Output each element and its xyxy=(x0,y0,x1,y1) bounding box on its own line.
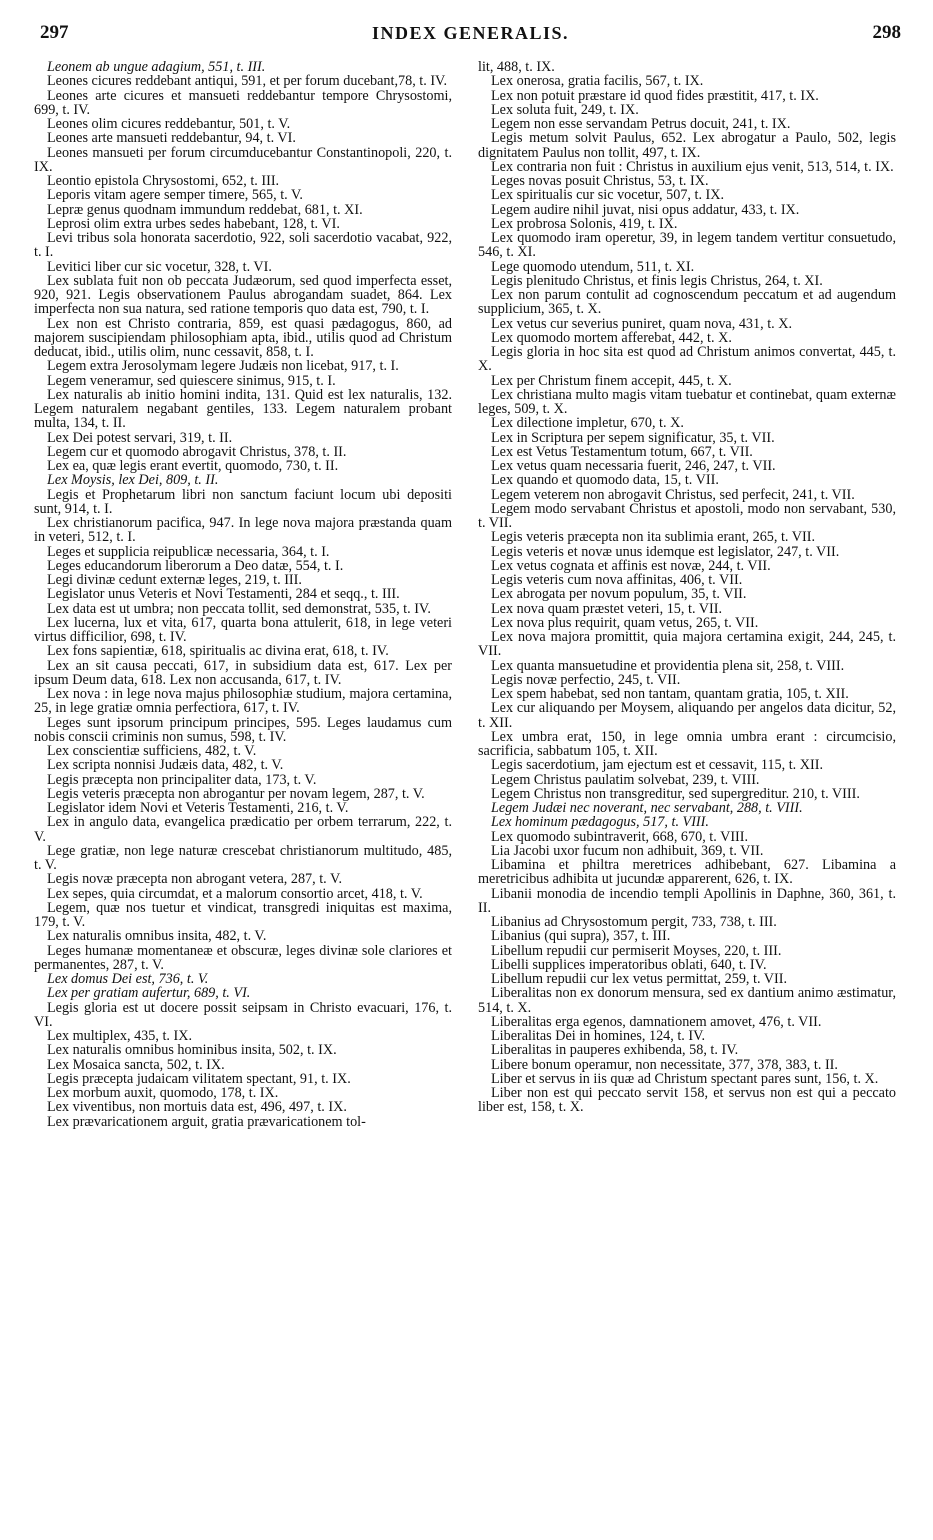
index-entry: Legem Judæi nec noverant, nec servabant, 288, t. VIII. xyxy=(491,800,803,816)
index-entry: Legis præcepta judaicam vilitatem spectant, 91, t. IX. xyxy=(47,1070,351,1087)
index-entry: Lex domus Dei est, 736, t. V. xyxy=(47,971,209,987)
index-entry: Legis sacerdotium, jam ejectum est et cessavit, 115, t. XII. xyxy=(491,757,823,774)
index-entry: Lex quomodo mortem afferebat, 442, t. X. xyxy=(491,329,732,346)
index-entry: Lex nova quam præstet veteri, 15, t. VII. xyxy=(491,600,723,617)
index-entry: Legislator unus Veteris et Novi Testamenti, 284 et seqq., t. III. xyxy=(47,586,400,603)
index-entry: Leges novas posuit Christus, 53, t. IX. xyxy=(491,173,709,189)
index-entry: Liberalitas erga egenos, damnationem amovet, 476, t. VII. xyxy=(491,1013,822,1030)
index-entry: Lex probrosa Solonis, 419, t. IX. xyxy=(491,215,678,232)
index-entry: Legis gloria in hoc sita est quod ad Christum animos convertat, 445, t. X. xyxy=(478,344,896,375)
index-entry: Lia Jacobi uxor fucum non adhibuit, 369, t. VII. xyxy=(491,842,764,859)
index-entry: Legislator idem Novi et Veteris Testamenti, 216, t. V. xyxy=(47,800,349,816)
index-entry: Lex quando et quomodo data, 15, t. VII. xyxy=(491,472,719,489)
index-entry: Legis et Prophetarum libri non sanctum faciunt locum ubi depositi sunt, 914, t. I. xyxy=(34,486,452,517)
running-header xyxy=(40,18,901,48)
index-entry: Libamina et philtra meretrices adhibebant, 627. Libamina a meretricibus adhibita ut jucundæ apparerent, 626, t. IX. xyxy=(478,857,896,888)
index-entry: Lex spem habebat, sed non tantam, quantam gratia, 105, t. XII. xyxy=(491,686,849,702)
index-entry: Libellum repudii cur permiserit Moyses, 220, t. III. xyxy=(491,942,782,959)
index-entry: Libanii monodia de incendio templi Apollinis in Daphne, 360, 361, t. II. xyxy=(478,885,896,916)
index-entry: Levi tribus sola honorata sacerdotio, 922, soli sacerdotio vacabat, 922, t. I. xyxy=(34,230,452,261)
left-page-number: 297 xyxy=(40,22,69,43)
index-entry: Leges humanæ momentaneæ et obscuræ, leges divinæ sole clariores et permanentes, 287, t. V. xyxy=(34,942,452,973)
index-entry: Lex quomodo subintraverit, 668, 670, t. VIII. xyxy=(491,828,749,845)
index-entry: Libellum repudii cur lex vetus permittat, 259, t. VII. xyxy=(491,971,788,987)
index-entry: Lex naturalis omnibus hominibus insita, 502, t. IX. xyxy=(47,1042,337,1059)
index-entry: Lex vetus quam necessaria fuerit, 246, 247, t. VII. xyxy=(491,458,776,474)
index-entry: Leges et supplicia reipublicæ necessaria, 364, t. I. xyxy=(47,543,330,560)
index-entry: Lex christianorum pacifica, 947. In lege nova majora præstanda quam in veteri, 512, t. I. xyxy=(34,515,452,546)
index-entry: Leones olim cicures reddebantur, 501, t. V. xyxy=(47,116,291,132)
index-entry: Lex soluta fuit, 249, t. IX. xyxy=(491,101,639,118)
index-entry: Lex conscientiæ sufficiens, 482, t. V. xyxy=(47,743,257,759)
index-entry: Lege quomodo utendum, 511, t. XI. xyxy=(491,258,695,275)
running-title: INDEX GENERALIS. xyxy=(371,22,570,43)
left-column xyxy=(34,60,452,1530)
index-entry: Liber et servus in iis quæ ad Christum spectant pares sunt, 156, t. X. xyxy=(491,1070,879,1087)
index-entry: Legis veteris et novæ unus idemque est legislator, 247, t. VII. xyxy=(491,543,840,560)
index-entry: Lex naturalis ab initio homini indita, 131. Quid est lex naturalis, 132. Legem naturalem negabant gentiles, 133. Legem naturalem probant multa, 134, t. II. xyxy=(34,386,452,432)
index-entry: Leones arte mansueti reddebantur, 94, t. VI. xyxy=(47,130,296,147)
right-page-number: 298 xyxy=(872,22,901,43)
index-entry: Liberalitas in pauperes exhibenda, 58, t. IV. xyxy=(491,1042,739,1059)
index-entry: Leontio epistola Chrysostomi, 652, t. III. xyxy=(47,173,280,189)
index-entry: Legem audire nihil juvat, nisi opus addatur, 433, t. IX. xyxy=(491,201,800,218)
index-entry: Legem cur et quomodo abrogavit Christus, 378, t. II. xyxy=(47,443,347,460)
index-entry: Lex sublata fuit non ob peccata Judæorum, sed quod imperfecta esset, 920, 921. Legis observationem Paulus abrogandam suadet, 864. Lex imperfecta non sua natura, sed ratione temporis quo data est, 790, t. I. xyxy=(34,272,452,318)
index-entry: Legi divinæ cedunt externæ leges, 219, t. III. xyxy=(47,572,302,588)
index-entry: Lex prævaricationem arguit, gratia prævaricationem tol- xyxy=(47,1113,366,1130)
index-entry: Liberalitas non ex donorum mensura, sed ex dantium animo æstimatur, 514, t. X. xyxy=(478,985,896,1016)
index-entry: Lex umbra erat, 150, in lege omnia umbra erant : circumcisio, sacrificia, sabbatum 105, t. XII. xyxy=(478,728,896,759)
index-entry: Lex ea, quæ legis erant evertit, quomodo, 730, t. II. xyxy=(47,458,339,474)
index-entry: Lege gratiæ, non lege naturæ crescebat christianorum multitudo, 485, t. V. xyxy=(34,842,452,873)
index-entry: Libere bonum operamur, non necessitate, 377, 378, 383, t. II. xyxy=(491,1056,838,1073)
index-entry: Legis novæ perfectio, 245, t. VII. xyxy=(491,671,681,688)
index-entry: Lex multiplex, 435, t. IX. xyxy=(47,1028,193,1044)
index-entry: Levitici liber cur sic vocetur, 328, t. VI. xyxy=(47,258,272,275)
index-entry: Lex nova majora promittit, quia majora certamina exigit, 244, 245, t. VII. xyxy=(478,629,896,660)
index-entry: Leones arte cicures et mansueti reddebantur tempore Chrysostomi, 699, t. IV. xyxy=(34,87,452,118)
index-entry: Legis præcepta non principaliter data, 173, t. V. xyxy=(47,771,317,788)
index-entry: Lex fons sapientiæ, 618, spiritualis ac divina erat, 618, t. IV. xyxy=(47,643,389,660)
index-entry: Leges sunt ipsorum principum principes, 595. Leges laudamus cum nobis conscii criminis non sumus, 598, t. IV. xyxy=(34,714,452,745)
index-entry: Lex cur aliquando per Moysem, aliquando per angelos data dicitur, 52, t. XII. xyxy=(478,700,896,731)
index-entry: Lex abrogata per novum populum, 35, t. VII. xyxy=(491,586,747,603)
index-entry: Leporis vitam agere semper timere, 565, t. V. xyxy=(47,187,303,204)
index-entry: Lex non parum contulit ad cognoscendum peccatum et ad augendum supplicium, 365, t. X. xyxy=(478,287,896,318)
index-entry: Lex non potuit præstare id quod fides præstitit, 417, t. IX. xyxy=(491,87,819,104)
index-entry: Lex vetus cognata et affinis est novæ, 244, t. VII. xyxy=(491,557,771,574)
index-entry: Lex Dei potest servari, 319, t. II. xyxy=(47,429,233,446)
index-entry: Lex christiana multo magis vitam tuebatur et continebat, quam externæ leges, 509, t. X. xyxy=(478,386,896,417)
index-entry: Lepræ genus quodnam immundum reddebat, 681, t. XI. xyxy=(47,201,363,218)
index-entry: Lex onerosa, gratia facilis, 567, t. IX. xyxy=(491,73,704,90)
index-entry: Lex est Vetus Testamentum totum, 667, t. VII. xyxy=(491,443,753,460)
index-entry: Legem, quæ nos tuetur et vindicat, transgredi iniquitas est maxima, 179, t. V. xyxy=(34,899,452,930)
index-entry: Lex in angulo data, evangelica prædicatio per orbem terrarum, 222, t. V. xyxy=(34,814,452,845)
index-entry: Lex lucerna, lux et vita, 617, quarta bona attulerit, 618, in lege veteri virtus difficilior, 698, t. IV. xyxy=(34,614,452,645)
index-entry: Leprosi olim extra urbes sedes habebant, 128, t. VI. xyxy=(47,215,340,232)
index-entry: Lex morbum auxit, quomodo, 178, t. IX. xyxy=(47,1085,279,1101)
index-entry: Lex dilectione impletur, 670, t. X. xyxy=(491,415,684,432)
index-entry: lit, 488, t. IX. xyxy=(478,60,555,75)
index-entry: Lex Mosaica sancta, 502, t. IX. xyxy=(47,1056,225,1073)
index-entry: Legem veterem non abrogavit Christus, sed perfecit, 241, t. VII. xyxy=(491,486,855,503)
right-column xyxy=(478,60,896,1530)
index-entry: Libanius (qui supra), 357, t. III. xyxy=(491,928,671,945)
index-entry: Legis plenitudo Christus, et finis legis Christus, 264, t. XI. xyxy=(491,272,823,289)
index-entry: Lex data est ut umbra; non peccata tollit, sed demonstrat, 535, t. IV. xyxy=(47,600,431,617)
index-entry: Leges educandorum liberorum a Deo datæ, 554, t. I. xyxy=(47,557,344,574)
index-entry: Lex vetus cur severius puniret, quam nova, 431, t. X. xyxy=(491,315,793,332)
index-entry: Leones mansueti per forum circumducebantur Constantinopoli, 220, t. IX. xyxy=(34,144,452,175)
index-entry: Lex sepes, quia circumdat, et a malorum consortio arcet, 418, t. V. xyxy=(47,885,423,902)
index-entry: Legis veteris præcepta non abrogantur per novam legem, 287, t. V. xyxy=(47,785,425,802)
index-entry: Lex quomodo iram operetur, 39, in legem tandem vertitur consuetudo, 546, t. XI. xyxy=(478,230,896,261)
index-entry: Legem Christus non transgreditur, sed supergreditur. 210, t. VIII. xyxy=(491,785,860,802)
index-entry: Legis novæ præcepta non abrogant vetera, 287, t. V. xyxy=(47,871,342,888)
index-entry: Lex contraria non fuit : Christus in auxilium ejus venit, 513, 514, t. IX. xyxy=(491,158,894,175)
index-entry: Lex quanta mansuetudine et providentia plena sit, 258, t. VIII. xyxy=(491,657,845,674)
index-entry: Leones cicures reddebant antiqui, 591, et per forum ducebant,78, t. IV. xyxy=(47,73,448,90)
index-entry: Liberalitas Dei in homines, 124, t. IV. xyxy=(491,1028,706,1044)
index-entry: Lex hominum pædagogus, 517, t. VIII. xyxy=(491,814,709,831)
index-entry: Legis metum solvit Paulus, 652. Lex abrogatur a Paulo, 502, legis dignitatem Paulus non tollit, 497, t. IX. xyxy=(478,130,896,161)
index-entry: Legem Christus paulatim solvebat, 239, t. VIII. xyxy=(491,771,760,788)
index-entry: Lex spiritualis cur sic vocetur, 507, t. IX. xyxy=(491,187,725,204)
index-entry: Leonem ab ungue adagium, 551, t. III. xyxy=(47,60,266,75)
index-entry: Legis gloria est ut docere possit seipsam in Christo evacuari, 176, t. VI. xyxy=(34,999,452,1030)
index-entry: Legem non esse servandam Petrus docuit, 241, t. IX. xyxy=(491,116,791,132)
index-entry: Lex nova : in lege nova majus philosophiæ studium, majora certamina, 25, in lege gratiæ omnia perfectiora, 617, t. IV. xyxy=(34,686,452,717)
index-entry: Lex viventibus, non mortuis data est, 496, 497, t. IX. xyxy=(47,1099,347,1116)
index-entry: Legem extra Jerosolymam legere Judæis non licebat, 917, t. I. xyxy=(47,358,399,375)
index-entry: Lex non est Christo contraria, 859, est quasi pædagogus, 860, ad majorem suscipiendam philosophiam apta, ibid., utilis quod ad Christum deducat, ibid., utilis olim, nunc cessavit, 858, t. I. xyxy=(34,315,452,360)
index-entry: Lex per gratiam aufertur, 689, t. VI. xyxy=(47,985,251,1002)
index-entry: Libelli supplices imperatoribus oblati, 640, t. IV. xyxy=(491,956,767,973)
index-entry: Lex an sit causa peccati, 617, in subsidium data est, 617. Lex per ipsum Deum data, 618. Lex non accusanda, 617, t. IV. xyxy=(34,657,452,688)
index-entry: Lex Moysis, lex Dei, 809, t. II. xyxy=(47,472,219,489)
index-entry: Lex per Christum finem accepit, 445, t. X. xyxy=(491,372,732,389)
index-entry: Lex nova plus requirit, quam vetus, 265, t. VII. xyxy=(491,614,759,631)
index-entry: Legis veteris cum nova affinitas, 406, t. VII. xyxy=(491,572,743,588)
index-entry: Legem modo servabant Christus et apostoli, modo non servabant, 530, t. VII. xyxy=(478,500,896,531)
index-entry: Lex scripta nonnisi Judæis data, 482, t. V. xyxy=(47,757,284,774)
index-entry: Legem veneramur, sed quiescere sinimus, 915, t. I. xyxy=(47,372,336,389)
index-entry: Libanius ad Chrysostomum pergit, 733, 738, t. III. xyxy=(491,914,777,930)
index-entry: Legis veteris præcepta non ita sublimia erant, 265, t. VII. xyxy=(491,529,815,546)
index-entry: Liber non est qui peccato servit 158, et servus non est qui a peccato liber est, 158, t. X. xyxy=(478,1085,896,1116)
index-entry: Lex naturalis omnibus insita, 482, t. V. xyxy=(47,928,267,945)
index-entry: Lex in Scriptura per sepem significatur, 35, t. VII. xyxy=(491,429,775,446)
